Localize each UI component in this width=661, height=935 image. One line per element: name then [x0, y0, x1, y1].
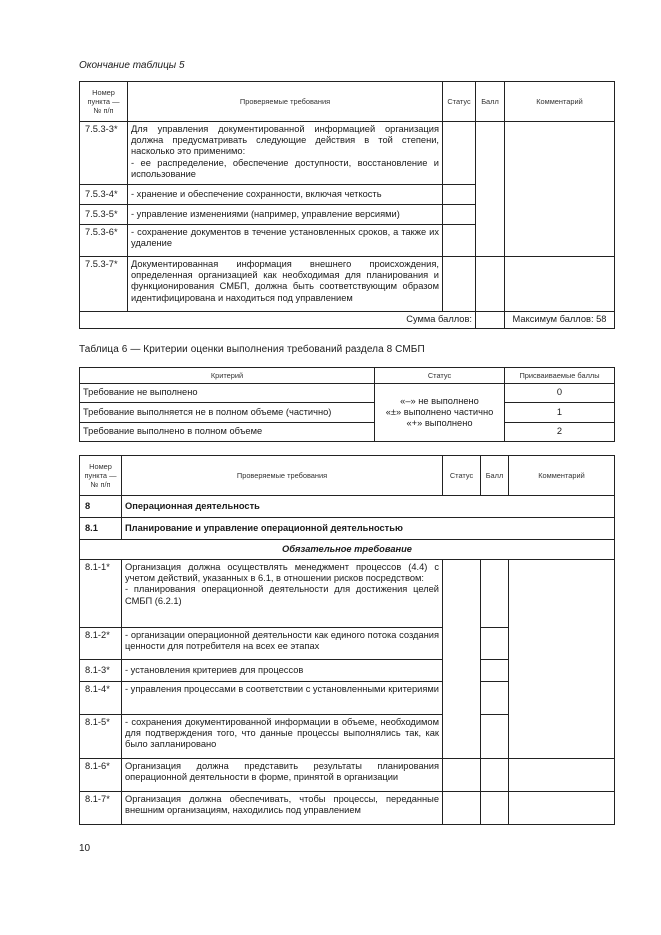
table5-continuation-caption: Окончание таблицы 5: [79, 60, 185, 71]
status-cell[interactable]: [443, 122, 476, 185]
comment-cell[interactable]: [509, 759, 615, 792]
row-number: 8.1-7*: [80, 792, 122, 825]
row-number: 8.1-1*: [80, 560, 122, 628]
table6: [79, 367, 615, 442]
points-cell: 0: [505, 384, 615, 403]
page-number: 10: [79, 843, 91, 854]
row-requirement: - организации операционной деятельности как единого потока создания ценности для потребителя на всех ее этапах: [122, 628, 443, 660]
header-status: Статус: [375, 368, 505, 384]
header-status: Статус: [443, 82, 476, 122]
ball-cell[interactable]: [481, 660, 509, 682]
row-requirement: Организация должна представить результаты планирования операционной деятельности в форме, принятой в организации: [122, 759, 443, 792]
header-ball: Балл: [481, 456, 509, 496]
status-cell[interactable]: [443, 560, 481, 759]
status-cell[interactable]: [443, 759, 481, 792]
row-requirement: - управления процессами в соответствии с установленными критериями: [122, 682, 443, 715]
row-requirement: Для управления документированной информацией организация должна предусматривать следующие действия в той степени, насколько это применимо: - ее распределение, обеспечение доступности, восстановление и использование: [128, 122, 443, 185]
status-legend: «–» не выполнено «±» выполнено частично «+» выполнено: [375, 384, 505, 442]
status-cell[interactable]: [443, 205, 476, 225]
ball-cell[interactable]: [481, 759, 509, 792]
row-number: 8.1-3*: [80, 660, 122, 682]
header-num: Номер пункта — № п/п: [80, 456, 122, 496]
status-cell[interactable]: [443, 185, 476, 205]
row-number: 8.1-4*: [80, 682, 122, 715]
ball-cell[interactable]: [481, 628, 509, 660]
header-num: Номер пункта — № п/п: [80, 82, 128, 122]
header-ball: Балл: [476, 82, 505, 122]
subsection-number: 8.1: [80, 518, 122, 540]
criterion-cell: Требование выполняется не в полном объеме (частично): [80, 403, 375, 423]
row-number: 7.5.3-3*: [80, 122, 128, 185]
row-requirement: - управление изменениями (например, управление версиями): [128, 205, 443, 225]
status-cell[interactable]: [443, 792, 481, 825]
sum-label: Сумма баллов:: [80, 312, 476, 329]
section-title: Операционная деятельность: [122, 496, 615, 518]
row-requirement: Организация должна обеспечивать, чтобы процессы, переданные внешним организациям, находились под управлением: [122, 792, 443, 825]
header-comment: Комментарий: [509, 456, 615, 496]
criterion-cell: Требование не выполнено: [80, 384, 375, 403]
sum-value-cell[interactable]: [476, 312, 505, 329]
status-cell[interactable]: [443, 257, 476, 312]
criterion-cell: Требование выполнено в полном объеме: [80, 423, 375, 442]
mandatory-requirement-heading: Обязательное требование: [80, 540, 615, 560]
max-score: Максимум баллов: 58: [505, 312, 615, 329]
row-requirement: Документированная информация внешнего происхождения, определенная организацией как необходимая для планирования и функционирования СМБП, должна быть соответствующим образом идентифицирована и находиться под управлением: [128, 257, 443, 312]
subsection-title: Планирование и управление операционной деятельностью: [122, 518, 615, 540]
row-requirement: - сохранения документированной информации в объеме, необходимом для подтверждения того, что данные процессы выполнялись так, как было запланировано: [122, 715, 443, 759]
ball-cell[interactable]: [481, 792, 509, 825]
ball-cell[interactable]: [476, 122, 505, 257]
table-section8: [79, 455, 615, 825]
row-number: 7.5.3-4*: [80, 185, 128, 205]
points-cell: 2: [505, 423, 615, 442]
row-requirement: - хранение и обеспечение сохранности, включая четкость: [128, 185, 443, 205]
row-number: 7.5.3-5*: [80, 205, 128, 225]
comment-cell[interactable]: [509, 560, 615, 759]
ball-cell[interactable]: [481, 682, 509, 715]
row-requirement: - сохранение документов в течение установленных сроков, а также их удаление: [128, 225, 443, 257]
comment-cell[interactable]: [505, 257, 615, 312]
comment-cell[interactable]: [509, 792, 615, 825]
comment-cell[interactable]: [505, 122, 615, 257]
row-number: 7.5.3-6*: [80, 225, 128, 257]
header-requirements: Проверяемые требования: [128, 82, 443, 122]
row-requirement: - установления критериев для процессов: [122, 660, 443, 682]
status-cell[interactable]: [443, 225, 476, 257]
ball-cell[interactable]: [476, 257, 505, 312]
header-requirements: Проверяемые требования: [122, 456, 443, 496]
row-number: 8.1-6*: [80, 759, 122, 792]
row-number: 8.1-2*: [80, 628, 122, 660]
row-number: 8.1-5*: [80, 715, 122, 759]
ball-cell[interactable]: [481, 560, 509, 628]
points-cell: 1: [505, 403, 615, 423]
header-points: Присваиваемые баллы: [505, 368, 615, 384]
header-comment: Комментарий: [505, 82, 615, 122]
table5: [79, 81, 615, 329]
ball-cell[interactable]: [481, 715, 509, 759]
table6-caption: Таблица 6 — Критерии оценки выполнения требований раздела 8 СМБП: [79, 344, 425, 355]
row-requirement: Организация должна осуществлять менеджмент процессов (4.4) с учетом действий, указанных в 6.1, в отношении рисков посредством: - планирования операционной деятельности для достижения целей СМБП (6.2.1): [122, 560, 443, 628]
header-status: Статус: [443, 456, 481, 496]
row-number: 7.5.3-7*: [80, 257, 128, 312]
section-number: 8: [80, 496, 122, 518]
header-criterion: Критерий: [80, 368, 375, 384]
